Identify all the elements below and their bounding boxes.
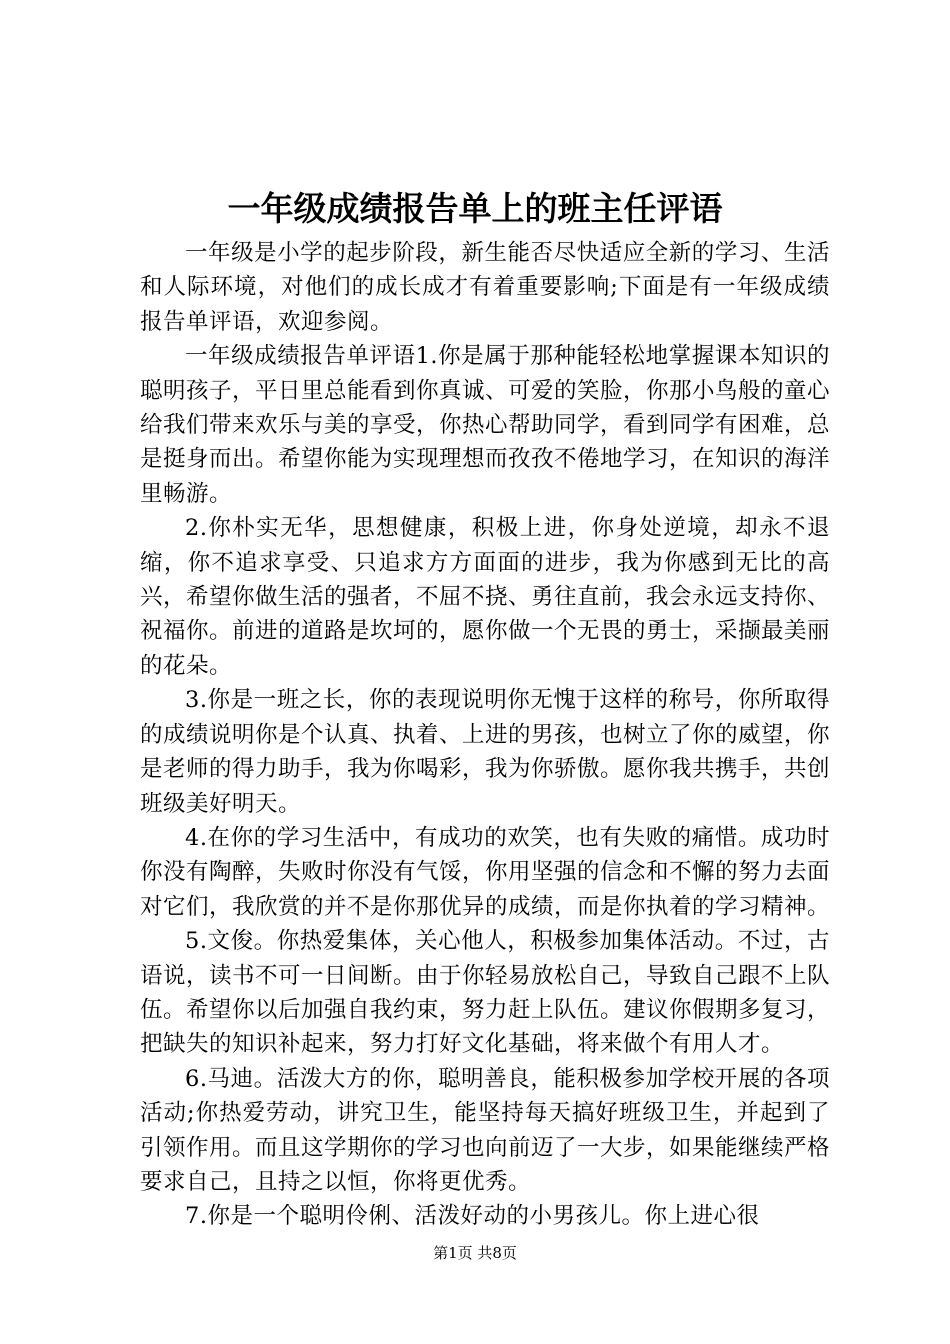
paragraph-comment-6: 6.马迪。活泼大方的你，聪明善良，能积极参加学校开展的各项活动;你热爱劳动，讲究卫生，能坚持每天搞好班级卫生，并起到了引领作用。而且这学期你的学习也向前迈了一大步，如果能继续严格要求自己，且持之以恒，你将更优秀。 <box>140 1065 831 1195</box>
page-title: 一年级成绩报告单上的班主任评语 <box>227 189 723 228</box>
paragraph-comment-4: 4.在你的学习生活中，有成功的欢笑，也有失败的痛惜。成功时你没有陶醉，失败时你没有气馁，你用坚强的信念和不懈的努力去面对它们，我欣赏的并不是你那优异的成绩，而是你执着的学习精神。 <box>140 824 831 920</box>
paragraph-comment-7: 7.你是一个聪明伶俐、活泼好动的小男孩儿。你上进心很 <box>185 1203 760 1230</box>
paragraph-intro: 一年级是小学的起步阶段，新生能否尽快适应全新的学习、生活和人际环境，对他们的成长成才有着重要影响;下面是有一年级成绩报告单评语，欢迎参阅。 <box>140 240 830 335</box>
paragraph-comment-3: 3.你是一班之长，你的表现说明你无愧于这样的称号，你所取得的成绩说明你是个认真、执着、上进的男孩，也树立了你的威望，你是老师的得力助手，我为你喝彩，我为你骄傲。愿你我共携手，共创班级美好明天。 <box>140 687 831 817</box>
paragraph-comment-2: 2.你朴实无华，思想健康，积极上进，你身处逆境，却永不退缩，你不追求享受、只追求方方面面的进步，我为你感到无比的高兴，希望你做生活的强者，不屈不挠、勇往直前，我会永远支持你、祝福你。前进的道路是坎坷的，愿你做一个无畏的勇士，采撷最美丽的花朵。 <box>140 515 831 679</box>
document-body <box>140 236 830 1234</box>
page-footer: 第1页 共8页 <box>433 1244 517 1262</box>
paragraph-comment-5: 5.文俊。你热爱集体，关心他人，积极参加集体活动。不过，古语说，读书不可一日间断。由于你轻易放松自己，导致自己跟不上队伍。希望你以后加强自我约束，努力赶上队伍。建议你假期多复习，把缺失的知识补起来，努力打好文化基础，将来做个有用人才。 <box>140 928 831 1058</box>
paragraph-comment-1: 一年级成绩报告单评语1.你是属于那种能轻松地掌握课本知识的聪明孩子，平日里总能看到你真诚、可爱的笑脸，你那小鸟般的童心给我们带来欢乐与美的享受，你热心帮助同学，看到同学有困难，总是挺身而出。希望你能为实现理想而孜孜不倦地学习，在知识的海洋里畅游。 <box>140 343 831 507</box>
